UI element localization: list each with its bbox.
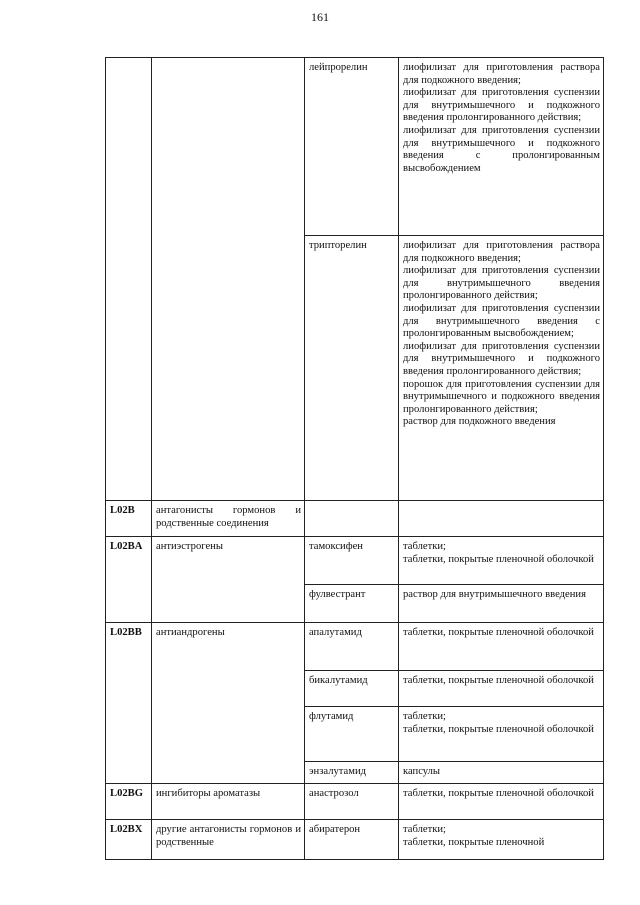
table-row bbox=[106, 762, 604, 784]
atc-code-cell bbox=[106, 58, 152, 236]
dosage-form-item: таблетки, покрытые пленочной оболочкой bbox=[403, 627, 594, 638]
dosage-form-item: лиофилизат для приготовления суспензии для внутримышечного и подкожного введения пролонгированного действия; bbox=[403, 87, 600, 124]
table-row bbox=[106, 820, 604, 860]
group-name-cell: антиэстрогены bbox=[152, 537, 305, 585]
atc-code-cell bbox=[106, 707, 152, 762]
group-name-cell bbox=[152, 707, 305, 762]
dosage-form-item: таблетки, покрытые пленочной оболочкой bbox=[403, 675, 594, 686]
dosage-form-item: лиофилизат для приготовления раствора для подкожного введения; bbox=[403, 62, 600, 86]
dosage-form-cell bbox=[399, 623, 604, 671]
dosage-form-cell bbox=[399, 537, 604, 585]
atc-code-cell bbox=[106, 762, 152, 784]
dosage-form-cell bbox=[399, 762, 604, 784]
dosage-form-item: таблетки; bbox=[403, 541, 446, 552]
drug-name-cell: апалутамид bbox=[305, 623, 399, 671]
table-row bbox=[106, 623, 604, 671]
dosage-form-item: таблетки, покрытые пленочной оболочкой bbox=[403, 788, 594, 799]
group-name-cell: антиандрогены bbox=[152, 623, 305, 671]
atc-code-cell: L02B bbox=[106, 501, 152, 537]
drug-name-cell: флутамид bbox=[305, 707, 399, 762]
drug-name-cell bbox=[305, 501, 399, 537]
table-row bbox=[106, 784, 604, 820]
table-row bbox=[106, 707, 604, 762]
dosage-form-item: таблетки; bbox=[403, 824, 446, 835]
dosage-form-cell bbox=[399, 585, 604, 623]
dosage-form-cell bbox=[399, 820, 604, 860]
dosage-form-item: капсулы bbox=[403, 766, 441, 777]
group-name-cell bbox=[152, 762, 305, 784]
atc-code-cell bbox=[106, 236, 152, 501]
drug-table bbox=[105, 57, 604, 860]
dosage-form-cell bbox=[399, 707, 604, 762]
dosage-form-cell bbox=[399, 58, 604, 236]
atc-code-cell: L02BX bbox=[106, 820, 152, 860]
dosage-form-item: лиофилизат для приготовления суспензии для внутримышечного и подкожного введения с пролонгированным высвобождением bbox=[403, 124, 600, 174]
dosage-form-item: лиофилизат для приготовления раствора для подкожного введения; bbox=[403, 240, 600, 264]
drug-name-cell: фулвестрант bbox=[305, 585, 399, 623]
atc-code-cell: L02BB bbox=[106, 623, 152, 671]
dosage-form-cell bbox=[399, 671, 604, 707]
dosage-form-cell bbox=[399, 236, 604, 501]
drug-name-cell: энзалутамид bbox=[305, 762, 399, 784]
drug-name-cell: анастрозол bbox=[305, 784, 399, 820]
table-row bbox=[106, 585, 604, 623]
group-name-cell: ингибиторы ароматазы bbox=[152, 784, 305, 820]
group-name-cell bbox=[152, 58, 305, 236]
atc-code-cell bbox=[106, 671, 152, 707]
dosage-form-item: таблетки, покрытые пленочной оболочкой bbox=[403, 723, 594, 735]
dosage-form-item: лиофилизат для приготовления суспензии для внутримышечного и подкожного введения пролонгированного действия; bbox=[403, 340, 600, 377]
group-name-cell: другие антагонисты гормонов и родственные bbox=[152, 820, 305, 860]
drug-name-cell: трипторелин bbox=[305, 236, 399, 501]
drug-name-cell: тамоксифен bbox=[305, 537, 399, 585]
table-row bbox=[106, 58, 604, 236]
table-row bbox=[106, 236, 604, 501]
drug-name-cell: лейпрорелин bbox=[305, 58, 399, 236]
page-number: 161 bbox=[311, 10, 329, 24]
group-name-cell bbox=[152, 671, 305, 707]
table-row bbox=[106, 537, 604, 585]
dosage-form-item: таблетки; bbox=[403, 711, 446, 722]
dosage-form-item: лиофилизат для приготовления суспензии для внутримышечного введения с пролонгированным высвобождением; bbox=[403, 302, 600, 340]
atc-code-cell: L02BA bbox=[106, 537, 152, 585]
group-name-cell bbox=[152, 236, 305, 501]
dosage-form-item: раствор для подкожного введения bbox=[403, 416, 556, 428]
dosage-form-item: таблетки, покрытые пленочной оболочкой bbox=[403, 553, 594, 565]
dosage-form-item: таблетки, покрытые пленочной bbox=[403, 836, 545, 848]
group-name-cell bbox=[152, 585, 305, 623]
drug-name-cell: бикалутамид bbox=[305, 671, 399, 707]
dosage-form-item: порошок для приготовления суспензии для внутримышечного и подкожного введения пролонгированного действия; bbox=[403, 378, 600, 415]
drug-name-cell: абиратерон bbox=[305, 820, 399, 860]
dosage-form-cell bbox=[399, 784, 604, 820]
drug-table-body bbox=[106, 58, 604, 860]
atc-code-cell: L02BG bbox=[106, 784, 152, 820]
dosage-form-cell bbox=[399, 501, 604, 537]
table-row bbox=[106, 671, 604, 707]
table-row bbox=[106, 501, 604, 537]
atc-code-cell bbox=[106, 585, 152, 623]
dosage-form-item: лиофилизат для приготовления суспензии для внутримышечного введения пролонгированного действия; bbox=[403, 265, 600, 302]
dosage-form-item: раствор для внутримышечного введения bbox=[403, 589, 586, 600]
group-name-cell: антагонисты гормонов и родственные соединения bbox=[152, 501, 305, 537]
